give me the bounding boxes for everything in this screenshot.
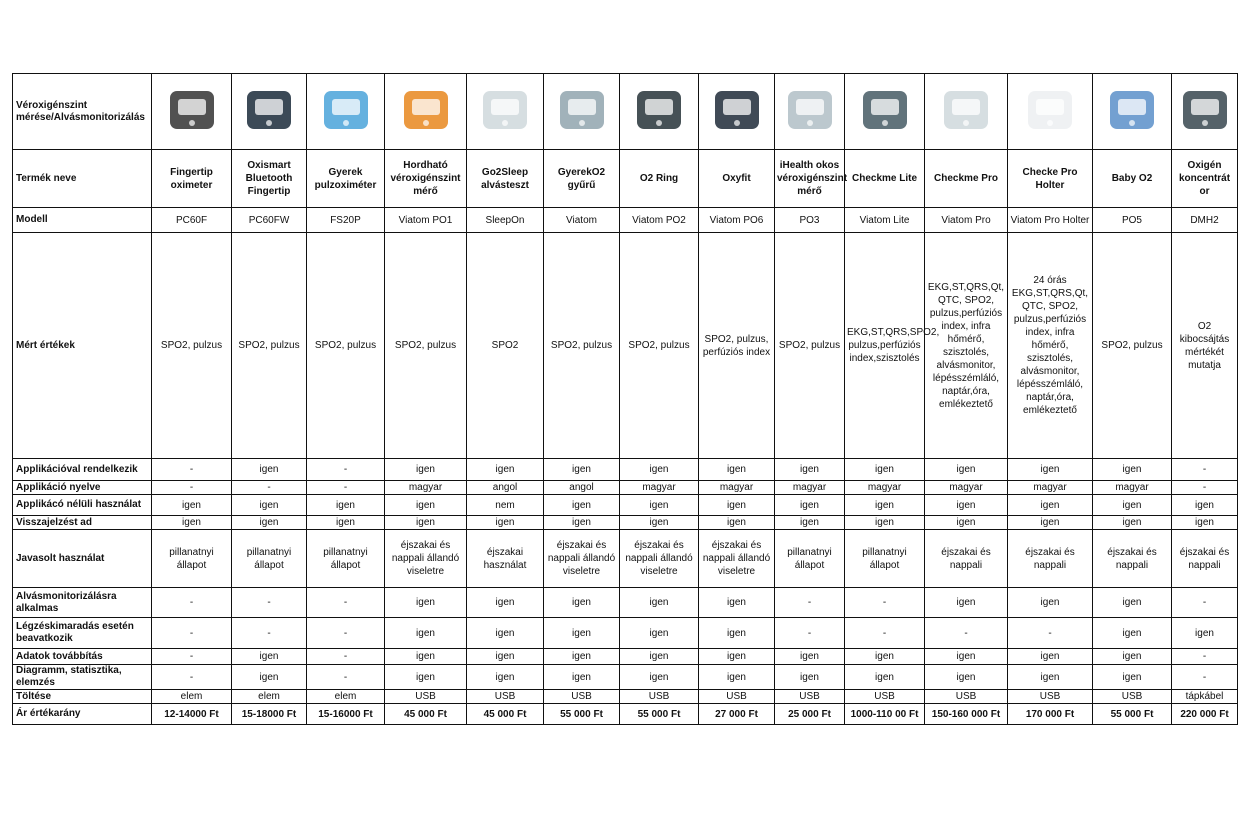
product-without-app-cell: igen — [925, 495, 1008, 516]
product-app-lang-cell: - — [232, 481, 307, 495]
product-transfer-cell: igen — [385, 649, 467, 665]
row-usage — [13, 530, 1238, 588]
product-charging-cell: elem — [232, 690, 307, 704]
product-transfer-cell: igen — [544, 649, 620, 665]
product-sleep-cell: igen — [925, 588, 1008, 618]
product-app-lang-cell: angol — [467, 481, 544, 495]
product-model-cell: Viatom — [544, 208, 620, 233]
product-price-cell: 55 000 Ft — [544, 704, 620, 725]
product-name-cell: Oxismart Bluetooth Fingertip — [232, 150, 307, 208]
product-price-cell: 170 000 Ft — [1008, 704, 1093, 725]
product-charging-cell: USB — [544, 690, 620, 704]
product-usage-cell: éjszakai használat — [467, 530, 544, 588]
product-feedback-cell: igen — [467, 516, 544, 530]
product-without-app-cell: igen — [152, 495, 232, 516]
product-without-app-cell: nem — [467, 495, 544, 516]
product-usage-cell: pillanatnyi állapot — [845, 530, 925, 588]
product-stats-cell: igen — [1008, 665, 1093, 690]
product-price-cell: 45 000 Ft — [385, 704, 467, 725]
child-o2-ring-image — [554, 83, 610, 141]
product-feedback-cell: igen — [925, 516, 1008, 530]
product-app-cell: igen — [1093, 459, 1172, 481]
product-app-lang-cell: angol — [544, 481, 620, 495]
row-charging — [13, 690, 1238, 704]
product-image-cell — [544, 74, 620, 150]
product-charging-cell: USB — [699, 690, 775, 704]
product-sleep-cell: - — [1172, 588, 1238, 618]
product-apnea-cell: igen — [620, 618, 699, 649]
product-app-lang-cell: magyar — [1008, 481, 1093, 495]
product-feedback-cell: igen — [152, 516, 232, 530]
product-sleep-cell: igen — [699, 588, 775, 618]
row-stats — [13, 665, 1238, 690]
product-usage-cell: éjszakai és nappali állandó viseletre — [699, 530, 775, 588]
product-app-cell: - — [307, 459, 385, 481]
product-price-cell: 12-14000 Ft — [152, 704, 232, 725]
comparison-table — [12, 73, 1238, 725]
product-transfer-cell: - — [152, 649, 232, 665]
product-app-lang-cell: magyar — [845, 481, 925, 495]
product-app-cell: igen — [385, 459, 467, 481]
product-measured-cell: SPO2, pulzus — [544, 233, 620, 459]
row-label-usage: Javasolt használat — [13, 530, 152, 588]
product-feedback-cell: igen — [1008, 516, 1093, 530]
product-name-cell: Checke Pro Holter — [1008, 150, 1093, 208]
product-charging-cell: USB — [925, 690, 1008, 704]
product-model-cell: PC60F — [152, 208, 232, 233]
product-charging-cell: USB — [385, 690, 467, 704]
product-charging-cell: elem — [307, 690, 385, 704]
product-stats-cell: - — [307, 665, 385, 690]
product-measured-cell: SPO2, pulzus — [775, 233, 845, 459]
product-app-lang-cell: - — [152, 481, 232, 495]
o2-ring-image — [631, 83, 687, 141]
row-img — [13, 74, 1238, 150]
product-sleep-cell: igen — [544, 588, 620, 618]
product-charging-cell: USB — [775, 690, 845, 704]
product-usage-cell: éjszakai és nappali — [1172, 530, 1238, 588]
row-price — [13, 704, 1238, 725]
product-transfer-cell: igen — [775, 649, 845, 665]
product-price-cell: 1000-110 00 Ft — [845, 704, 925, 725]
product-image-cell — [152, 74, 232, 150]
product-image-cell — [1172, 74, 1238, 150]
product-name-cell: Baby O2 — [1093, 150, 1172, 208]
row-label-charging: Töltése — [13, 690, 152, 704]
row-label-sleep: Alvásmonitorizálásra alkalmas — [13, 588, 152, 618]
row-measured — [13, 233, 1238, 459]
product-model-cell: Viatom PO1 — [385, 208, 467, 233]
product-app-lang-cell: magyar — [385, 481, 467, 495]
checkme-pro-image — [938, 83, 994, 141]
oxyfit-image — [709, 83, 765, 141]
product-model-cell: Viatom Pro — [925, 208, 1008, 233]
product-apnea-cell: - — [307, 618, 385, 649]
product-app-cell: igen — [232, 459, 307, 481]
baby-o2-image — [1104, 83, 1160, 141]
product-transfer-cell: igen — [925, 649, 1008, 665]
product-app-cell: igen — [699, 459, 775, 481]
product-name-cell: Hordható véroxigénszint mérő — [385, 150, 467, 208]
product-stats-cell: igen — [925, 665, 1008, 690]
row-label-apnea: Légzéskimaradás esetén beavatkozik — [13, 618, 152, 649]
product-feedback-cell: igen — [232, 516, 307, 530]
product-charging-cell: USB — [845, 690, 925, 704]
product-stats-cell: igen — [775, 665, 845, 690]
wearable-oximeter-image — [398, 83, 454, 141]
product-app-cell: igen — [775, 459, 845, 481]
product-measured-cell: SPO2, pulzus — [307, 233, 385, 459]
row-apnea — [13, 618, 1238, 649]
row-label-transfer: Adatok továbbítás — [13, 649, 152, 665]
product-stats-cell: igen — [620, 665, 699, 690]
product-model-cell: PO3 — [775, 208, 845, 233]
product-apnea-cell: - — [775, 618, 845, 649]
product-apnea-cell: igen — [1093, 618, 1172, 649]
product-apnea-cell: igen — [385, 618, 467, 649]
product-without-app-cell: igen — [385, 495, 467, 516]
product-model-cell: Viatom Pro Holter — [1008, 208, 1093, 233]
product-apnea-cell: - — [925, 618, 1008, 649]
row-sleep — [13, 588, 1238, 618]
product-measured-cell: SPO2, pulzus — [620, 233, 699, 459]
checkme-lite-image — [857, 83, 913, 141]
product-without-app-cell: igen — [232, 495, 307, 516]
product-transfer-cell: igen — [845, 649, 925, 665]
product-usage-cell: éjszakai és nappali állandó viseletre — [620, 530, 699, 588]
row-label-price: Ár értékarány — [13, 704, 152, 725]
product-stats-cell: igen — [699, 665, 775, 690]
fingertip-oximeter-image — [164, 83, 220, 141]
product-name-cell: Oxigén koncentrát or — [1172, 150, 1238, 208]
product-app-lang-cell: magyar — [925, 481, 1008, 495]
product-transfer-cell: - — [1172, 649, 1238, 665]
product-app-lang-cell: magyar — [775, 481, 845, 495]
product-app-cell: igen — [925, 459, 1008, 481]
product-price-cell: 15-16000 Ft — [307, 704, 385, 725]
product-price-cell: 15-18000 Ft — [232, 704, 307, 725]
product-name-cell: Go2Sleep alvásteszt — [467, 150, 544, 208]
product-measured-cell: SPO2 — [467, 233, 544, 459]
product-stats-cell: igen — [232, 665, 307, 690]
product-feedback-cell: igen — [385, 516, 467, 530]
product-transfer-cell: igen — [1008, 649, 1093, 665]
product-stats-cell: igen — [845, 665, 925, 690]
product-image-cell — [232, 74, 307, 150]
product-price-cell: 25 000 Ft — [775, 704, 845, 725]
product-apnea-cell: igen — [1172, 618, 1238, 649]
row-without-app — [13, 495, 1238, 516]
product-image-cell — [699, 74, 775, 150]
product-measured-cell: SPO2, pulzus — [232, 233, 307, 459]
product-feedback-cell: igen — [775, 516, 845, 530]
product-model-cell: Viatom Lite — [845, 208, 925, 233]
product-feedback-cell: igen — [1172, 516, 1238, 530]
row-label-name: Termék neve — [13, 150, 152, 208]
product-app-cell: igen — [620, 459, 699, 481]
product-app-lang-cell: magyar — [1093, 481, 1172, 495]
product-transfer-cell: igen — [232, 649, 307, 665]
product-model-cell: DMH2 — [1172, 208, 1238, 233]
product-transfer-cell: igen — [620, 649, 699, 665]
product-measured-cell: 24 órás EKG,ST,QRS,Qt, QTC, SPO2, pulzus,perfúziós index, infra hőmérő, szisztolés, alvásmonitor, lépésszémláló, naptár,óra, emlékeztető — [1008, 233, 1093, 459]
product-image-cell — [845, 74, 925, 150]
product-usage-cell: éjszakai és nappali — [1093, 530, 1172, 588]
product-name-cell: O2 Ring — [620, 150, 699, 208]
product-usage-cell: éjszakai és nappali állandó viseletre — [544, 530, 620, 588]
product-app-lang-cell: - — [307, 481, 385, 495]
product-app-cell: - — [1172, 459, 1238, 481]
child-oximeter-image — [318, 83, 374, 141]
product-app-cell: igen — [467, 459, 544, 481]
product-measured-cell: EKG,ST,QRS,Qt, QTC, SPO2, pulzus,perfúziós index, infra hőmérő, szisztolés, alvásmonitor, lépésszémláló, naptár,óra, emlékeztető — [925, 233, 1008, 459]
product-name-cell: Fingertip oximeter — [152, 150, 232, 208]
product-price-cell: 55 000 Ft — [1093, 704, 1172, 725]
product-image-cell — [620, 74, 699, 150]
row-label-model: Modell — [13, 208, 152, 233]
row-app — [13, 459, 1238, 481]
product-sleep-cell: - — [775, 588, 845, 618]
product-feedback-cell: igen — [699, 516, 775, 530]
product-model-cell: SleepOn — [467, 208, 544, 233]
product-apnea-cell: igen — [467, 618, 544, 649]
ihealth-image — [782, 83, 838, 141]
product-without-app-cell: igen — [1093, 495, 1172, 516]
product-feedback-cell: igen — [544, 516, 620, 530]
product-model-cell: Viatom PO6 — [699, 208, 775, 233]
header-label: Véroxigénszint mérése/Alvásmonitorizálás — [13, 74, 152, 150]
product-transfer-cell: igen — [467, 649, 544, 665]
product-image-cell — [1008, 74, 1093, 150]
product-price-cell: 27 000 Ft — [699, 704, 775, 725]
product-without-app-cell: igen — [699, 495, 775, 516]
row-label-app: Applikációval rendelkezik — [13, 459, 152, 481]
product-without-app-cell: igen — [1172, 495, 1238, 516]
row-name — [13, 150, 1238, 208]
row-app-lang — [13, 481, 1238, 495]
product-sleep-cell: igen — [467, 588, 544, 618]
product-stats-cell: - — [152, 665, 232, 690]
product-transfer-cell: - — [307, 649, 385, 665]
product-model-cell: PO5 — [1093, 208, 1172, 233]
checke-pro-holter-image — [1022, 83, 1078, 141]
product-sleep-cell: igen — [1008, 588, 1093, 618]
product-name-cell: Oxyfit — [699, 150, 775, 208]
product-name-cell: iHealth okos véroxigénszint mérő — [775, 150, 845, 208]
product-usage-cell: pillanatnyi állapot — [232, 530, 307, 588]
product-apnea-cell: - — [1008, 618, 1093, 649]
product-stats-cell: igen — [544, 665, 620, 690]
row-transfer — [13, 649, 1238, 665]
product-feedback-cell: igen — [1093, 516, 1172, 530]
product-app-lang-cell: - — [1172, 481, 1238, 495]
product-model-cell: FS20P — [307, 208, 385, 233]
product-apnea-cell: - — [232, 618, 307, 649]
row-label-app-lang: Applikáció nyelve — [13, 481, 152, 495]
product-without-app-cell: igen — [307, 495, 385, 516]
product-image-cell — [467, 74, 544, 150]
go2sleep-image — [477, 83, 533, 141]
product-usage-cell: éjszakai és nappali — [1008, 530, 1093, 588]
product-app-lang-cell: magyar — [620, 481, 699, 495]
product-charging-cell: elem — [152, 690, 232, 704]
comparison-table-wrapper — [12, 73, 1238, 725]
product-usage-cell: pillanatnyi állapot — [152, 530, 232, 588]
product-apnea-cell: - — [845, 618, 925, 649]
product-app-cell: igen — [845, 459, 925, 481]
product-transfer-cell: igen — [1093, 649, 1172, 665]
row-label-without-app: Applikácó nélüli használat — [13, 495, 152, 516]
product-charging-cell: USB — [620, 690, 699, 704]
product-feedback-cell: igen — [307, 516, 385, 530]
product-app-cell: igen — [1008, 459, 1093, 481]
product-stats-cell: igen — [385, 665, 467, 690]
product-stats-cell: igen — [1093, 665, 1172, 690]
product-without-app-cell: igen — [845, 495, 925, 516]
product-apnea-cell: - — [152, 618, 232, 649]
product-model-cell: PC60FW — [232, 208, 307, 233]
product-app-cell: - — [152, 459, 232, 481]
product-sleep-cell: - — [307, 588, 385, 618]
product-measured-cell: SPO2, pulzus — [152, 233, 232, 459]
product-app-lang-cell: magyar — [699, 481, 775, 495]
row-label-measured: Mért értékek — [13, 233, 152, 459]
product-image-cell — [925, 74, 1008, 150]
product-price-cell: 55 000 Ft — [620, 704, 699, 725]
product-feedback-cell: igen — [845, 516, 925, 530]
product-name-cell: Checkme Pro — [925, 150, 1008, 208]
product-usage-cell: pillanatnyi állapot — [307, 530, 385, 588]
product-transfer-cell: igen — [699, 649, 775, 665]
product-usage-cell: éjszakai és nappali állandó viseletre — [385, 530, 467, 588]
product-sleep-cell: igen — [620, 588, 699, 618]
product-apnea-cell: igen — [544, 618, 620, 649]
product-without-app-cell: igen — [1008, 495, 1093, 516]
row-label-feedback: Visszajelzést ad — [13, 516, 152, 530]
product-measured-cell: O2 kibocsájtás mértékét mutatja — [1172, 233, 1238, 459]
product-without-app-cell: igen — [620, 495, 699, 516]
product-price-cell: 45 000 Ft — [467, 704, 544, 725]
row-feedback — [13, 516, 1238, 530]
product-name-cell: Checkme Lite — [845, 150, 925, 208]
product-price-cell: 220 000 Ft — [1172, 704, 1238, 725]
product-stats-cell: - — [1172, 665, 1238, 690]
product-app-cell: igen — [544, 459, 620, 481]
oxygen-concentrator-image — [1177, 83, 1233, 141]
bluetooth-oximeter-phone-image — [241, 83, 297, 141]
product-usage-cell: éjszakai és nappali — [925, 530, 1008, 588]
product-usage-cell: pillanatnyi állapot — [775, 530, 845, 588]
product-sleep-cell: - — [152, 588, 232, 618]
product-apnea-cell: igen — [699, 618, 775, 649]
product-image-cell — [385, 74, 467, 150]
product-image-cell — [307, 74, 385, 150]
product-measured-cell: EKG,ST,QRS,SPO2, pulzus,perfúziós index,szisztolés — [845, 233, 925, 459]
product-measured-cell: SPO2, pulzus, perfúziós index — [699, 233, 775, 459]
product-price-cell: 150-160 000 Ft — [925, 704, 1008, 725]
product-image-cell — [775, 74, 845, 150]
product-feedback-cell: igen — [620, 516, 699, 530]
product-sleep-cell: - — [845, 588, 925, 618]
product-sleep-cell: igen — [1093, 588, 1172, 618]
product-sleep-cell: igen — [385, 588, 467, 618]
product-measured-cell: SPO2, pulzus — [1093, 233, 1172, 459]
row-model — [13, 208, 1238, 233]
product-without-app-cell: igen — [775, 495, 845, 516]
product-sleep-cell: - — [232, 588, 307, 618]
product-image-cell — [1093, 74, 1172, 150]
product-charging-cell: USB — [1008, 690, 1093, 704]
product-charging-cell: tápkábel — [1172, 690, 1238, 704]
product-measured-cell: SPO2, pulzus — [385, 233, 467, 459]
product-charging-cell: USB — [1093, 690, 1172, 704]
product-charging-cell: USB — [467, 690, 544, 704]
product-name-cell: Gyerek pulzoximéter — [307, 150, 385, 208]
product-stats-cell: igen — [467, 665, 544, 690]
product-without-app-cell: igen — [544, 495, 620, 516]
product-name-cell: GyerekO2 gyűrű — [544, 150, 620, 208]
product-model-cell: Viatom PO2 — [620, 208, 699, 233]
row-label-stats: Diagramm, statisztika, elemzés — [13, 665, 152, 690]
